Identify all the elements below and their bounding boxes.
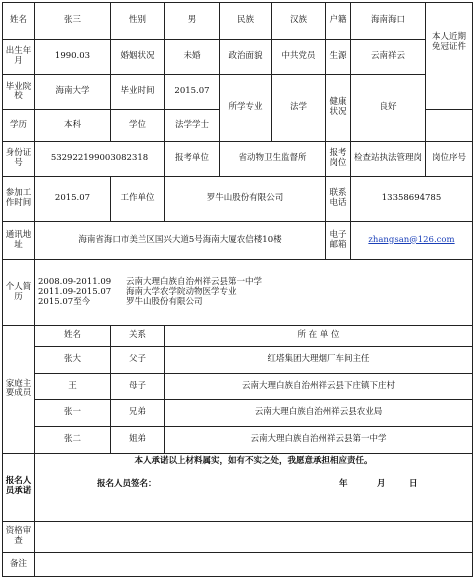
month-label: 月 <box>377 479 386 490</box>
row-basic-2 <box>3 40 473 75</box>
birth-label: 出生年月 <box>3 40 35 75</box>
family-member-relation: 母子 <box>111 373 165 400</box>
row-resume <box>3 260 473 326</box>
school-label: 毕业院校 <box>3 75 35 110</box>
post-value: 检查站执法管理岗 <box>351 142 426 177</box>
row-basic-1 <box>3 3 473 40</box>
row-remarks <box>3 553 473 577</box>
name-value: 张三 <box>35 3 111 40</box>
birthplace-label: 生源 <box>326 40 351 75</box>
birthplace-value: 云南祥云 <box>351 40 426 75</box>
family-col-unit: 所 在 单 位 <box>165 326 473 347</box>
degree-label: 学位 <box>111 110 165 142</box>
edu-label: 学历 <box>3 110 35 142</box>
unit-value: 省动物卫生监督所 <box>220 142 326 177</box>
edu-value: 本科 <box>35 110 111 142</box>
family-member-relation: 兄弟 <box>111 400 165 427</box>
resume-period: 2015.07至今 <box>38 296 91 307</box>
ethnicity-label: 民族 <box>220 3 272 40</box>
year-label: 年 <box>339 479 348 490</box>
family-member-unit: 云南大理白族自治州祥云县第一中学 <box>165 427 473 454</box>
hukou-value: 海南海口 <box>351 3 426 40</box>
review-label: 资格审查 <box>3 521 35 553</box>
birth-value: 1990.03 <box>35 40 111 75</box>
remarks-label: 备注 <box>3 553 35 577</box>
id-label: 身份证号 <box>3 142 35 177</box>
email-label: 电子邮箱 <box>326 221 351 259</box>
review-content[interactable] <box>35 521 473 553</box>
family-label: 家庭主要成员 <box>3 326 35 454</box>
major-value: 法学 <box>272 75 326 142</box>
resume-entry <box>38 298 470 308</box>
resume-desc: 罗牛山股份有限公司 <box>126 296 203 307</box>
ethnicity-value: 汉族 <box>272 3 326 40</box>
resume-period: 2008.09-2011.09 <box>38 276 112 287</box>
remarks-content[interactable] <box>35 553 473 577</box>
resume-desc: 海南大学农学院动物医学专业 <box>126 286 237 297</box>
resume-period: 2011.09-2015.07 <box>38 286 112 297</box>
marital-value: 未婚 <box>165 40 220 75</box>
resume-entry <box>38 288 470 298</box>
family-header-row <box>3 326 473 347</box>
political-label: 政治面貌 <box>220 40 272 75</box>
row-review <box>3 521 473 553</box>
commitment-content <box>35 453 473 521</box>
post-label: 报考岗位 <box>326 142 351 177</box>
row-id <box>3 142 473 177</box>
commitment-sign-line <box>37 480 470 510</box>
address-value: 海南省海口市美兰区国兴大道5号海南大厦农信楼10楼 <box>35 221 326 259</box>
phone-label: 联系电话 <box>326 177 351 222</box>
health-value: 良好 <box>351 75 426 142</box>
family-member-name: 张大 <box>35 347 111 374</box>
work-time-label: 参加工作时间 <box>3 177 35 222</box>
family-row <box>3 427 473 454</box>
family-row <box>3 400 473 427</box>
family-col-name: 姓名 <box>35 326 111 347</box>
row-commitment <box>3 453 473 521</box>
email-value[interactable] <box>351 221 473 259</box>
row-address <box>3 221 473 259</box>
family-col-relation: 关系 <box>111 326 165 347</box>
photo-box-cont <box>426 110 473 142</box>
photo-box: 本人近期免冠证件 <box>426 3 473 110</box>
row-basic-3 <box>3 75 473 109</box>
name-label: 姓名 <box>3 3 35 40</box>
commitment-label: 报名人员承诺 <box>3 453 35 521</box>
school-value: 海南大学 <box>35 75 111 110</box>
family-member-relation: 姐弟 <box>111 427 165 454</box>
sign-label: 报名人员签名： <box>97 479 157 490</box>
political-value: 中共党员 <box>272 40 326 75</box>
registration-form <box>2 2 473 577</box>
grad-time-value: 2015.07 <box>165 75 220 110</box>
family-member-unit: 红塔集团大理烟厂车间主任 <box>165 347 473 374</box>
major-label: 所学专业 <box>220 75 272 142</box>
hukou-label: 户籍 <box>326 3 351 40</box>
grad-time-label: 毕业时间 <box>111 75 165 110</box>
unit-label: 报考单位 <box>165 142 220 177</box>
degree-value: 法学学士 <box>165 110 220 142</box>
family-member-name: 张一 <box>35 400 111 427</box>
family-member-name: 张二 <box>35 427 111 454</box>
post-no-label: 岗位序号 <box>426 142 473 177</box>
family-member-unit: 云南大理白族自治州祥云县下庄镇下庄村 <box>165 373 473 400</box>
commitment-statement: 本人承诺以上材料属实，如有不实之处，我愿意承担相应责任。 <box>134 455 373 466</box>
gender-value: 男 <box>165 3 220 40</box>
row-work <box>3 177 473 222</box>
phone-value: 13358694785 <box>351 177 473 222</box>
work-time-value: 2015.07 <box>35 177 111 222</box>
gender-label: 性别 <box>111 3 165 40</box>
family-member-unit: 云南大理白族自治州祥云县农业局 <box>165 400 473 427</box>
family-member-relation: 父子 <box>111 347 165 374</box>
family-row <box>3 373 473 400</box>
email-link[interactable]: zhangsan@126.com <box>368 234 455 245</box>
work-unit-value: 罗牛山股份有限公司 <box>165 177 326 222</box>
address-label: 通讯地址 <box>3 221 35 259</box>
resume-label: 个人简历 <box>3 260 35 326</box>
marital-label: 婚姻状况 <box>111 40 165 75</box>
day-label: 日 <box>409 479 418 490</box>
resume-desc: 云南大理白族自治州祥云县第一中学 <box>126 276 263 287</box>
family-row <box>3 347 473 374</box>
resume-content <box>35 260 473 326</box>
health-label: 健康状况 <box>326 75 351 142</box>
family-member-name: 王 <box>35 373 111 400</box>
work-unit-label: 工作单位 <box>111 177 165 222</box>
id-value: 532922199003082318 <box>35 142 165 177</box>
